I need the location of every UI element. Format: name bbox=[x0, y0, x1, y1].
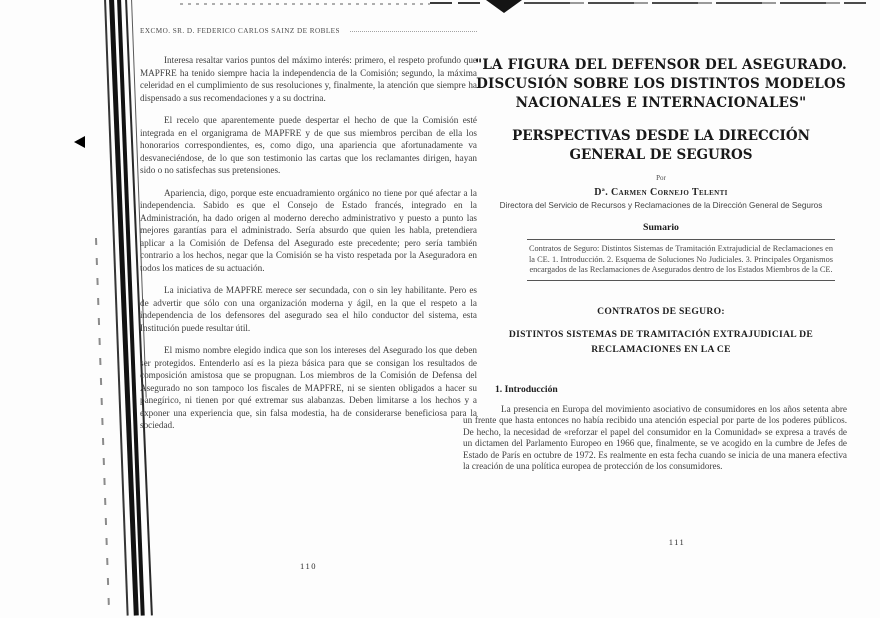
right-page bbox=[455, 0, 867, 614]
author-title: Directora del Servicio de Recursos y Reclamaciones de la Dirección General de Seguros bbox=[496, 201, 826, 211]
running-header-text: EXCMO. SR. D. FEDERICO CARLOS SAINZ DE ROBLES bbox=[140, 27, 340, 35]
body-paragraph: El recelo que aparentemente puede despertar el hecho de que la Comisión esté integrada en el organigrama de MAPFRE y de que sus miembros perciban de ella los honorarios correspondientes, es, como digo, una apariencia que afortunadamente va desvaneciéndose, de lo que son testimonio las cartas que los reclamantes dirigen, hayan sido o no satisfechas sus pretensiones. bbox=[140, 114, 477, 177]
book-binding bbox=[0, 0, 160, 618]
section-heading: CONTRATOS DE SEGURO: bbox=[455, 306, 867, 317]
body-paragraph: Apariencia, digo, porque este encuadramiento orgánico no tiene por qué afectar a la independencia. Sabido es que el Consejo de Estado francés, integrado en la Administración, ha dado origen al moderno derecho administrativo y puesto a punto las mejores garantías para el administrado. Sería absurdo que quien les habla, pretendiera aplicar a la Comisión de Defensa del Asegurado este precedente; pero sería también contrario a los hechos, negar que la Comisión se ha visto respetada por la Aseguradora en todos los matices de su actuación. bbox=[140, 187, 477, 275]
author-name: Dª. Carmen Cornejo Telenti bbox=[455, 187, 867, 198]
body-paragraph: La iniciativa de MAPFRE merece ser secundada, con o sin ley habilitante. Pero es de advertir que sólo con una organización moderna y ágil, en la que el respeto a la independencia de los defensores del asegurado sea el hilo conductor del sistema, esta Institución puede resultar útil. bbox=[140, 284, 477, 334]
subsection-heading: 1. Introducción bbox=[495, 384, 867, 395]
left-page bbox=[140, 24, 477, 442]
summary-heading: Sumario bbox=[455, 222, 867, 233]
body-paragraph: Interesa resaltar varios puntos del máximo interés: primero, el respeto profundo que MAPFRE ha tenido siempre hacia la independencia de la Comisión; segundo, la máxima celeridad en el cumplimiento de sus resoluciones y, finalmente, la atención que siempre ha dispensado a sus recomendaciones y a su doctrina. bbox=[140, 54, 477, 104]
page-edge-line bbox=[180, 3, 430, 5]
binding-bar-dashed bbox=[95, 238, 110, 608]
byline-label: Por bbox=[455, 174, 867, 182]
article-subtitle: PERSPECTIVAS DESDE LA DIRECCIÓN GENERAL DE SEGUROS bbox=[475, 127, 847, 165]
article-title: "LA FIGURA DEL DEFENSOR DEL ASEGURADO. DISCUSIÓN SOBRE LOS DISTINTOS MODELOS NACIONALES E INTERNACIONALES" bbox=[475, 56, 847, 113]
page-number: 111 bbox=[455, 537, 867, 547]
intro-paragraph: La presencia en Europa del movimiento asociativo de consumidores en los años setenta abre un frente que hasta entonces no había recibido una atención especial por parte de los poderes públicos. De hecho, la necesidad de «reforzar el papel del consumidor en la Comunidad» se expresa a través de un dictamen del Parlamento Europeo en 1966 que, finalmente, se ve acogido en la cumbre de Jefes de Estado de París en octubre de 1972. Es realmente en esta fecha cuando se inicia de una manera efectiva la creación de una política europea de protección de los consumidores. bbox=[463, 404, 847, 473]
margin-arrow-icon bbox=[74, 136, 85, 148]
summary-box: Contratos de Seguro: Distintos Sistemas de Tramitación Extrajudicial de Reclamaciones en la CE. 1. Introducción. 2. Esquema de Soluciones No Judiciales. 3. Principales Organismos encargados de las Reclamaciones de Asegurados dentro de los Estados Miembros de la CE. bbox=[527, 239, 835, 281]
section-subheading: DISTINTOS SISTEMAS DE TRAMITACIÓN EXTRAJUDICIAL DE RECLAMACIONES EN LA CE bbox=[481, 327, 841, 357]
running-header bbox=[140, 24, 477, 38]
left-page-body bbox=[140, 54, 477, 432]
body-paragraph: El mismo nombre elegido indica que son los intereses del Asegurado los que deben ser protegidos. Entenderlo así es la pieza básica para que se consigan los resultados de composición amistosa que se propugnan. Los miembros de la Comisión de Defensa del Asegurado no son tampoco los fiscales de MAPFRE, ni se sienten obligados a hacer su panegírico, ni tienen por qué extremar sus alabanzas. Deben limitarse a los hechos y a exponer una experiencia que, sin falsa modestia, ha de considerarse beneficiosa para la sociedad. bbox=[140, 344, 477, 432]
page-number: 110 bbox=[140, 561, 477, 571]
